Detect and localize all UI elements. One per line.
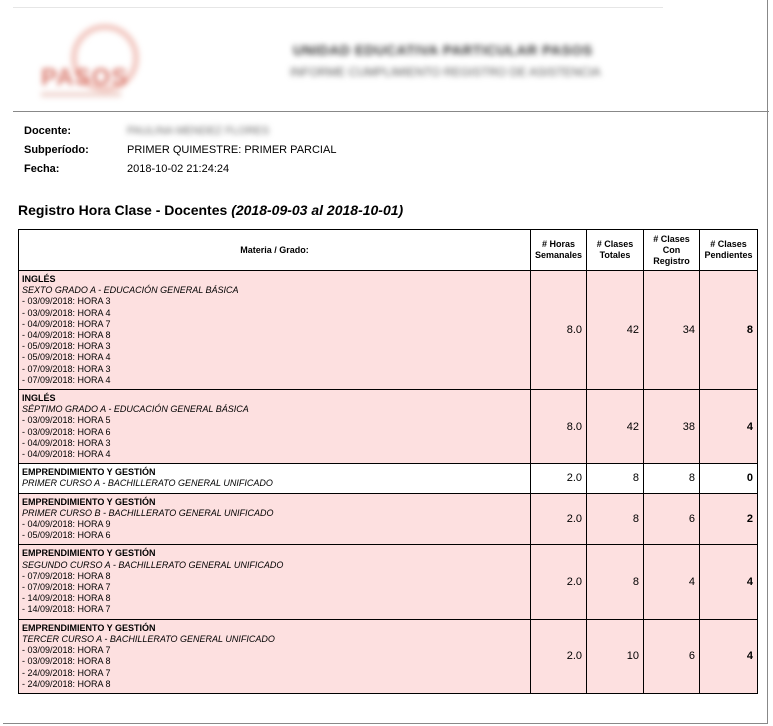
clases-pendientes-cell: 0 [700, 464, 758, 493]
section-title-text: Registro Hora Clase - Docentes [18, 202, 228, 218]
pending-hour-item: - 04/09/2018: HORA 3 [22, 437, 111, 448]
horas-semanales-cell: 2.0 [531, 464, 587, 493]
materia-cell [19, 493, 531, 545]
pending-hour-item: - 04/09/2018: HORA 4 [22, 449, 111, 460]
materia-cell [19, 390, 531, 464]
clases-con-registro-cell: 6 [644, 493, 700, 545]
table-row [19, 493, 758, 545]
fecha-label: Fecha: [24, 163, 60, 175]
materia-cell [19, 464, 531, 493]
section-date-range: (2018-09-03 al 2018-10-01) [231, 202, 404, 218]
grade-name: PRIMER CURSO B - BACHILLERATO GENERAL UNIFICADO [22, 507, 274, 518]
header-con-registro: # Clases Con Registro [644, 230, 700, 271]
materia-cell [19, 271, 531, 390]
pending-hour-item: - 24/09/2018: HORA 7 [22, 667, 111, 678]
header-separator [13, 111, 769, 112]
pending-hour-item: - 07/09/2018: HORA 7 [22, 582, 111, 593]
clases-con-registro-cell: 4 [644, 545, 700, 619]
pending-hour-item: - 03/09/2018: HORA 4 [22, 307, 111, 318]
subject-name: EMPRENDIMIENTO Y GESTIÓN [22, 622, 156, 633]
pending-hour-item: - 04/09/2018: HORA 9 [22, 519, 111, 530]
grade-name: TERCER CURSO A - BACHILLERATO GENERAL UNIFICADO [22, 633, 275, 644]
logo-text: PASOS [41, 64, 129, 91]
clases-con-registro-cell: 34 [644, 271, 700, 390]
horas-semanales-cell: 8.0 [531, 271, 587, 390]
clases-con-registro-cell: 38 [644, 390, 700, 464]
institution-name: UNIDAD EDUCATIVA PARTICULAR PASOS [293, 42, 593, 58]
clases-pendientes-cell: 2 [700, 493, 758, 545]
clases-totales-cell: 10 [587, 619, 644, 693]
pending-hour-item: - 04/09/2018: HORA 8 [22, 330, 111, 341]
header-materia: Materia / Grado: [19, 230, 531, 271]
top-border-line [13, 7, 663, 8]
table-row [19, 390, 758, 464]
docente-label: Docente: [24, 125, 72, 137]
clases-con-registro-cell: 8 [644, 464, 700, 493]
pending-hour-item: - 05/09/2018: HORA 3 [22, 341, 111, 352]
pending-hour-item: - 07/09/2018: HORA 8 [22, 570, 111, 581]
clases-con-registro-cell: 6 [644, 619, 700, 693]
fecha-value: 2018-10-02 21:24:24 [127, 163, 230, 175]
docente-value: PAULINA MENDEZ FLORES [127, 125, 270, 137]
clases-pendientes-cell: 4 [700, 545, 758, 619]
pending-hour-item: - 07/09/2018: HORA 3 [22, 363, 111, 374]
pending-hour-item: - 03/09/2018: HORA 6 [22, 426, 111, 437]
pending-hour-item: - 14/09/2018: HORA 8 [22, 593, 111, 604]
horas-semanales-cell: 8.0 [531, 390, 587, 464]
subject-name: EMPRENDIMIENTO Y GESTIÓN [22, 467, 156, 478]
table-row [19, 619, 758, 693]
header-horas: # Horas Semanales [531, 230, 587, 271]
pending-hour-item: - 24/09/2018: HORA 8 [22, 678, 111, 689]
clases-totales-cell: 42 [587, 390, 644, 464]
grade-name: SEGUNDO CURSO A - BACHILLERATO GENERAL UNIFICADO [22, 559, 284, 570]
school-logo [23, 20, 133, 102]
clases-pendientes-cell: 4 [700, 390, 758, 464]
logo-underline [41, 92, 121, 97]
pending-hour-item: - 05/09/2018: HORA 6 [22, 530, 111, 541]
pending-hour-item: - 14/09/2018: HORA 7 [22, 604, 111, 615]
pending-hour-item: - 03/09/2018: HORA 3 [22, 296, 111, 307]
subject-name: EMPRENDIMIENTO Y GESTIÓN [22, 496, 156, 507]
table-row [19, 545, 758, 619]
clases-totales-cell: 8 [587, 464, 644, 493]
subject-name: INGLÉS [22, 393, 56, 404]
header-pendientes: # Clases Pendientes [700, 230, 758, 271]
pending-hour-item: - 05/09/2018: HORA 4 [22, 352, 111, 363]
report-title: INFORME CUMPLIMIENTO REGISTRO DE ASISTENCIA [290, 65, 601, 79]
subperiodo-label: Subperíodo: [24, 144, 89, 156]
clases-totales-cell: 8 [587, 493, 644, 545]
materia-cell [19, 545, 531, 619]
grade-name: PRIMER CURSO A - BACHILLERATO GENERAL UNIFICADO [22, 478, 273, 489]
clases-pendientes-cell: 4 [700, 619, 758, 693]
pending-hour-item: - 07/09/2018: HORA 4 [22, 374, 111, 385]
grade-name: SÉPTIMO GRADO A - EDUCACIÓN GENERAL BÁSICA [22, 404, 249, 415]
table-row [19, 464, 758, 493]
header-totales: # Clases Totales [587, 230, 644, 271]
subperiodo-value: PRIMER QUIMESTRE: PRIMER PARCIAL [127, 144, 337, 156]
pending-hour-item: - 03/09/2018: HORA 7 [22, 645, 111, 656]
subject-name: INGLÉS [22, 274, 56, 284]
table-body [19, 271, 758, 694]
clases-totales-cell: 42 [587, 271, 644, 390]
horas-semanales-cell: 2.0 [531, 619, 587, 693]
section-title [18, 202, 403, 218]
registro-table [18, 229, 758, 694]
pending-hour-item: - 03/09/2018: HORA 8 [22, 656, 111, 667]
materia-cell [19, 619, 531, 693]
table-row [19, 271, 758, 390]
horas-semanales-cell: 2.0 [531, 493, 587, 545]
table-header-row [19, 230, 758, 271]
clases-totales-cell: 8 [587, 545, 644, 619]
subject-name: EMPRENDIMIENTO Y GESTIÓN [22, 548, 156, 559]
horas-semanales-cell: 2.0 [531, 545, 587, 619]
pending-hour-item: - 04/09/2018: HORA 7 [22, 318, 111, 329]
grade-name: SEXTO GRADO A - EDUCACIÓN GENERAL BÁSICA [22, 285, 239, 296]
clases-pendientes-cell: 8 [700, 271, 758, 390]
pending-hour-item: - 03/09/2018: HORA 5 [22, 415, 111, 426]
